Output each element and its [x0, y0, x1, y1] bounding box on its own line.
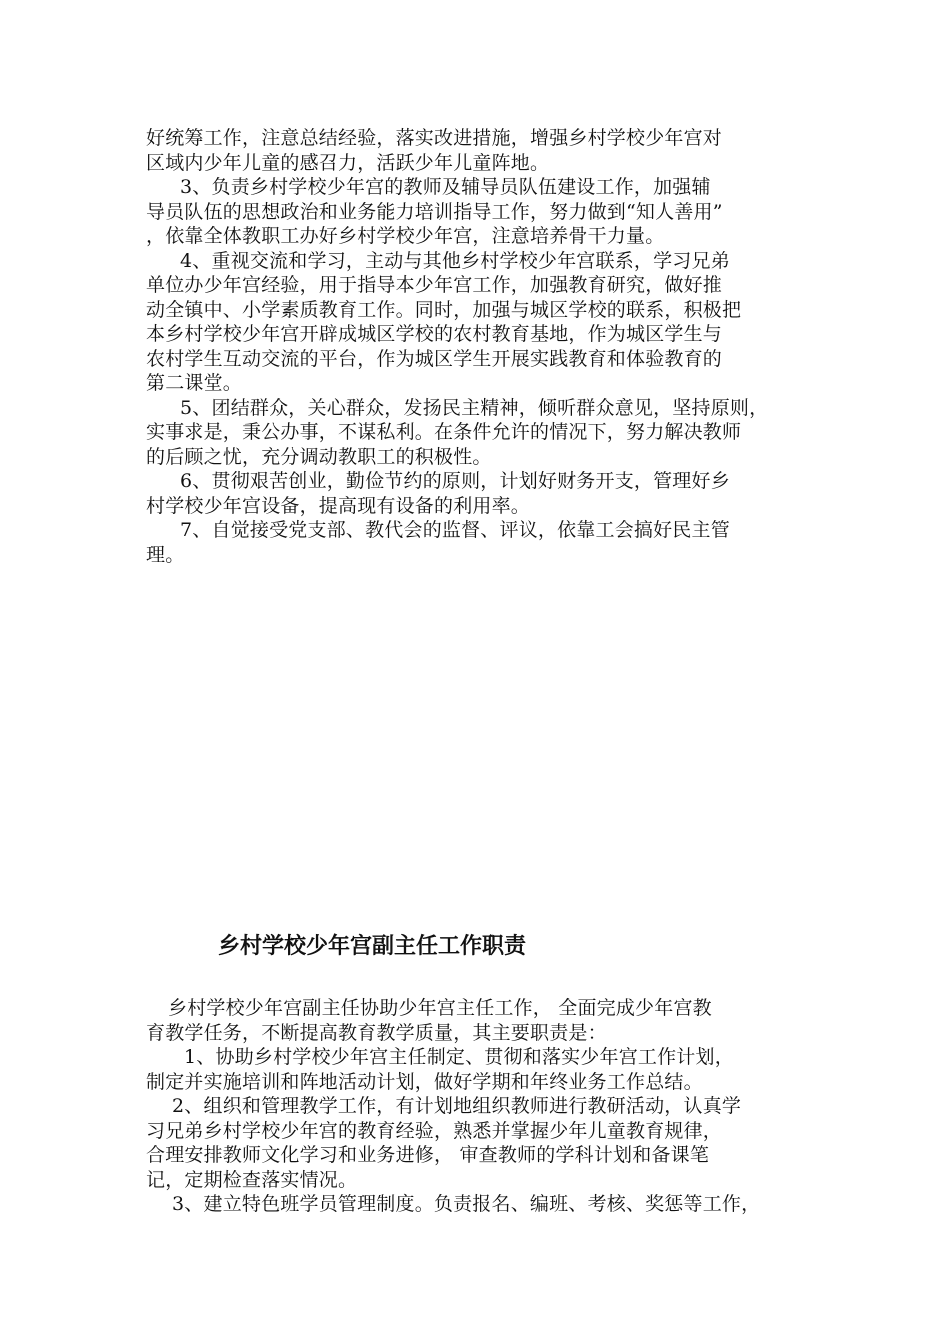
text-line: 3、建立特色班学员管理制度。负责报名、编班、考核、奖惩等工作，	[172, 1193, 761, 1215]
text-line: ，依靠全体教职工办好乡村学校少年宫，注意培养骨干力量。	[146, 225, 665, 247]
section-1-body	[146, 126, 816, 567]
text-line: 3、负责乡村学校少年宫的教师及辅导员队伍建设工作，加强辅	[180, 176, 711, 198]
text-line: 农村学生互动交流的平台，作为城区学生开展实践教育和体验教育的	[146, 347, 723, 370]
text-line: 合理安排教师文化学习和业务进修， 审查教师的学科计划和备课笔	[146, 1144, 710, 1166]
text-line: 村学校少年宫设备，提高现有设备的利用率。	[146, 494, 531, 517]
section-2-title: 乡村学校少年宫副主任工作职责	[218, 934, 527, 959]
text-line: 区域内少年儿童的感召力，活跃少年儿童阵地。	[146, 151, 550, 174]
section-2-body	[146, 996, 816, 1217]
text-line: 好统筹工作，注意总结经验，落实改进措施，增强乡村学校少年宫对	[146, 127, 723, 149]
text-line: 4、重视交流和学习，主动与其他乡村学校少年宫联系，学习兄弟	[180, 249, 730, 272]
text-line: 理。	[146, 543, 185, 566]
text-line: 6、贯彻艰苦创业，勤俭节约的原则，计划好财务开支，管理好乡	[180, 470, 730, 492]
text-line: 第二课堂。	[146, 372, 243, 394]
text-line: 1、协助乡村学校少年宫主任制定、贯彻和落实少年宫工作计划，	[184, 1046, 734, 1068]
text-line: 记，定期检查落实情况。	[146, 1168, 358, 1191]
text-line: 习兄弟乡村学校少年宫的教育经验，熟悉并掌握少年儿童教育规律，	[146, 1119, 723, 1142]
text-line: 本乡村学校少年宫开辟成城区学校的农村教育基地，作为城区学生与	[146, 323, 723, 345]
text-line: 乡村学校少年宫副主任协助少年宫主任工作， 全面完成少年宫教	[168, 997, 712, 1019]
text-line: 单位办少年宫经验，用于指导本少年宫工作，加强教育研究，做好推	[146, 274, 723, 296]
text-line: 导员队伍的思想政治和业务能力培训指导工作，努力做到“知人善用”	[146, 200, 723, 223]
text-line: 动全镇中、小学素质教育工作。同时，加强与城区学校的联系，积极把	[146, 298, 742, 321]
text-line: 5、团结群众，关心群众，发扬民主精神，倾听群众意见，坚持原则，	[180, 396, 769, 419]
text-line: 7、自觉接受党支部、教代会的监督、评议，依靠工会搞好民主管	[180, 519, 730, 541]
text-line: 制定并实施培训和阵地活动计划，做好学期和年终业务工作总结。	[146, 1070, 703, 1093]
text-line: 育教学任务，不断提高教育教学质量，其主要职责是：	[146, 1021, 607, 1044]
text-line: 2、组织和管理教学工作，有计划地组织教师进行教研活动，认真学	[172, 1095, 742, 1117]
text-line: 实事求是，秉公办事，不谋私利。在条件允许的情况下，努力解决教师	[146, 421, 742, 443]
text-line: 的后顾之忧，充分调动教职工的积极性。	[146, 445, 492, 468]
